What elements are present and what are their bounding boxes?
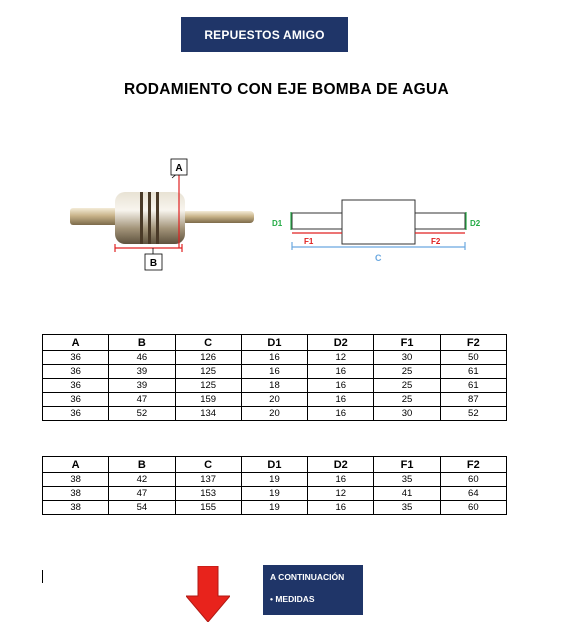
column-header: F1 [374, 335, 440, 351]
label-a: A [175, 163, 183, 174]
shaft-right [182, 211, 254, 223]
table-row [43, 365, 507, 379]
label-b: B [149, 258, 158, 269]
table-cell: 38 [43, 501, 109, 515]
column-header: F2 [440, 457, 506, 473]
column-header: C [175, 335, 241, 351]
table-cell: 52 [440, 407, 506, 421]
continue-label: A CONTINUACIÓN [270, 572, 345, 582]
table-cell: 36 [43, 407, 109, 421]
table-cell: 16 [241, 365, 307, 379]
table-cell: 30 [374, 351, 440, 365]
down-arrow-icon [186, 566, 230, 622]
product-title: RODAMIENTO CON EJE BOMBA DE AGUA [123, 81, 450, 98]
column-header: F2 [440, 335, 506, 351]
table-cell: 125 [175, 365, 241, 379]
table-cell: 39 [109, 365, 175, 379]
label-f2: F2 [431, 237, 441, 246]
column-header: B [109, 335, 175, 351]
table-cell: 16 [308, 393, 374, 407]
table-cell: 155 [175, 501, 241, 515]
table-cell: 20 [241, 393, 307, 407]
table-cell: 25 [374, 379, 440, 393]
column-header: D1 [241, 335, 307, 351]
column-header: F1 [374, 457, 440, 473]
table-cell: 52 [109, 407, 175, 421]
brand-banner: REPUESTOS AMIGO [181, 17, 348, 52]
table-cell: 12 [308, 351, 374, 365]
table-row [43, 487, 507, 501]
table-cell: 134 [175, 407, 241, 421]
label-f1: F1 [304, 237, 314, 246]
dimension-diagram [268, 190, 498, 270]
table-cell: 126 [175, 351, 241, 365]
text-cursor [42, 570, 43, 583]
table-row [43, 473, 507, 487]
table-cell: 60 [440, 473, 506, 487]
table-cell: 54 [109, 501, 175, 515]
table-cell: 47 [109, 393, 175, 407]
table-cell: 61 [440, 379, 506, 393]
table-cell: 39 [109, 379, 175, 393]
column-header: A [43, 335, 109, 351]
table-cell: 16 [241, 351, 307, 365]
table-row [43, 501, 507, 515]
table-cell: 30 [374, 407, 440, 421]
table-cell: 18 [241, 379, 307, 393]
table-cell: 25 [374, 393, 440, 407]
column-header: D2 [308, 335, 374, 351]
table-cell: 36 [43, 393, 109, 407]
column-header: A [43, 457, 109, 473]
table-cell: 12 [308, 487, 374, 501]
label-c: C [375, 253, 382, 263]
dimensions-table-1 [42, 334, 507, 421]
table-cell: 16 [308, 379, 374, 393]
table-cell: 38 [43, 473, 109, 487]
table-row [43, 351, 507, 365]
table-header-row [43, 335, 507, 351]
table-cell: 61 [440, 365, 506, 379]
table-cell: 16 [308, 365, 374, 379]
table-cell: 47 [109, 487, 175, 501]
table-cell: 16 [308, 407, 374, 421]
table-cell: 137 [175, 473, 241, 487]
table-cell: 50 [440, 351, 506, 365]
label-d1: D1 [272, 219, 283, 228]
table-cell: 41 [374, 487, 440, 501]
table-cell: 36 [43, 365, 109, 379]
table-cell: 16 [308, 501, 374, 515]
shaft-left [70, 208, 118, 225]
table-cell: 25 [374, 365, 440, 379]
table-cell: 35 [374, 501, 440, 515]
table-row [43, 379, 507, 393]
table-cell: 36 [43, 351, 109, 365]
table-cell: 19 [241, 473, 307, 487]
table-cell: 36 [43, 379, 109, 393]
table-header-row [43, 457, 507, 473]
table-cell: 46 [109, 351, 175, 365]
table-cell: 159 [175, 393, 241, 407]
continue-info-box [263, 565, 363, 615]
table-cell: 87 [440, 393, 506, 407]
table-cell: 38 [43, 487, 109, 501]
table-cell: 153 [175, 487, 241, 501]
table-cell: 35 [374, 473, 440, 487]
table-cell: 19 [241, 487, 307, 501]
table-cell: 60 [440, 501, 506, 515]
table-cell: 16 [308, 473, 374, 487]
measures-label: • MEDIDAS [270, 594, 315, 604]
column-header: B [109, 457, 175, 473]
table-cell: 64 [440, 487, 506, 501]
column-header: C [175, 457, 241, 473]
table-cell: 42 [109, 473, 175, 487]
table-cell: 125 [175, 379, 241, 393]
table-row [43, 393, 507, 407]
table-cell: 20 [241, 407, 307, 421]
bearing-photo [60, 150, 260, 275]
dimensions-table-2 [42, 456, 507, 515]
label-d2: D2 [470, 219, 481, 228]
table-row [43, 407, 507, 421]
column-header: D2 [308, 457, 374, 473]
table-cell: 19 [241, 501, 307, 515]
column-header: D1 [241, 457, 307, 473]
